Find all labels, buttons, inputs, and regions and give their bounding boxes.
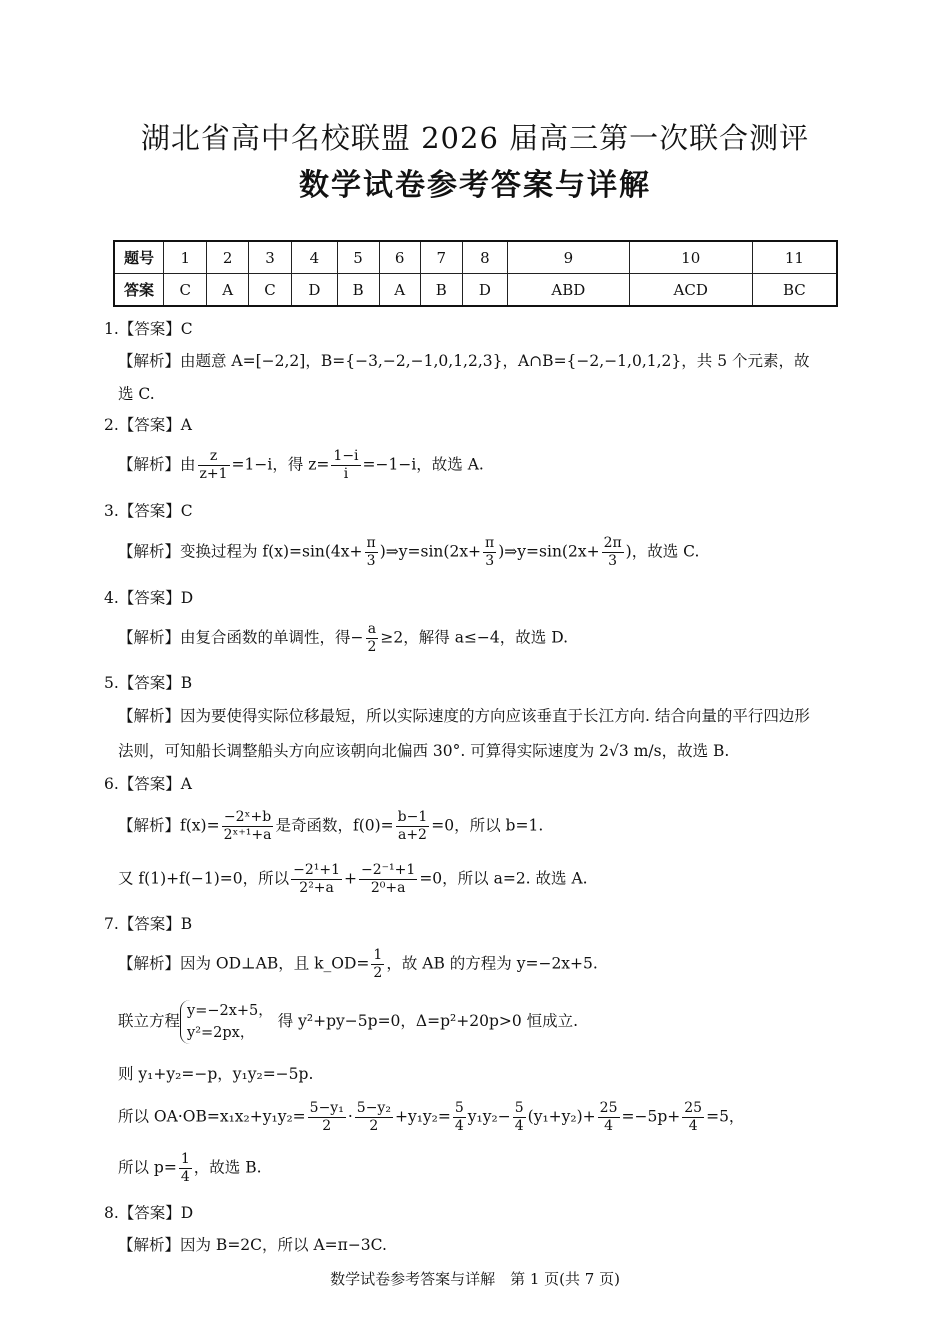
fraction bbox=[365, 535, 378, 570]
numerator: b−1 bbox=[397, 809, 428, 825]
fraction bbox=[291, 862, 342, 897]
text: )，故选 C. bbox=[625, 542, 700, 561]
text: =0，所以 a=2. 故选 A. bbox=[419, 869, 588, 888]
numerator: z bbox=[198, 448, 230, 466]
text: · bbox=[347, 1107, 353, 1126]
q6-answer-head: 6.【答案】A bbox=[104, 775, 192, 793]
text: )⇒y=sin(2x+ bbox=[498, 542, 600, 561]
q7-solution-line bbox=[118, 1100, 744, 1135]
fraction bbox=[359, 862, 417, 897]
q7-answer-head: 7.【答案】B bbox=[104, 915, 193, 933]
fraction bbox=[366, 621, 379, 656]
text: ≥2，解得 a≤−4，故选 D. bbox=[380, 628, 569, 647]
q8-solution-line: 【解析】因为 B=2C，所以 A=π−3C. bbox=[118, 1236, 387, 1254]
text: 【解析】f(x)= bbox=[118, 816, 220, 835]
q2-answer-head: 2.【答案】A bbox=[104, 416, 192, 434]
row-label-answer: 答案 bbox=[114, 274, 164, 307]
answer-cell: A bbox=[379, 274, 420, 307]
q2-solution-line bbox=[118, 448, 484, 483]
page-footer: 数学试卷参考答案与详解 第 1 页(共 7 页) bbox=[330, 1270, 620, 1288]
denominator: 2 bbox=[367, 639, 377, 655]
document-title: 湖北省高中名校联盟 2026 届高三第一次联合测评 bbox=[140, 121, 810, 155]
denominator: 4 bbox=[454, 1118, 464, 1134]
q6-solution-line bbox=[118, 809, 543, 844]
fraction bbox=[513, 1100, 526, 1135]
denominator: 4 bbox=[180, 1169, 190, 1185]
denominator: z+1 bbox=[199, 466, 228, 482]
text: + bbox=[344, 869, 358, 888]
q8-answer-head: 8.【答案】D bbox=[104, 1204, 194, 1222]
fraction bbox=[222, 809, 274, 844]
q3-solution-line bbox=[118, 535, 699, 570]
text: +y₁y₂= bbox=[394, 1107, 451, 1126]
numerator: −2⁻¹+1 bbox=[361, 862, 416, 878]
row-label-number: 题号 bbox=[114, 241, 164, 274]
fraction bbox=[483, 535, 496, 570]
equation: y=−2x+5， bbox=[187, 1003, 273, 1019]
q6-solution-line bbox=[118, 862, 588, 897]
fraction bbox=[331, 448, 360, 483]
text: =1−i，得 z= bbox=[231, 455, 330, 474]
text: 【解析】由 bbox=[118, 455, 196, 474]
answer-cell: ACD bbox=[629, 274, 752, 307]
text: 所以 p= bbox=[118, 1158, 177, 1177]
q4-answer-head: 4.【答案】D bbox=[104, 589, 194, 607]
q3-answer-head: 3.【答案】C bbox=[104, 502, 193, 520]
text: (y₁+y₂)+ bbox=[527, 1107, 596, 1126]
text: 【解析】变换过程为 f(x)=sin(4x+ bbox=[118, 542, 363, 561]
number-cell: 2 bbox=[207, 241, 248, 274]
answer-cell: D bbox=[462, 274, 507, 307]
number-cell: 7 bbox=[420, 241, 462, 274]
number-cell: 9 bbox=[508, 241, 630, 274]
answer-cell: ABD bbox=[508, 274, 630, 307]
answer-cell: BC bbox=[752, 274, 837, 307]
denominator: 3 bbox=[485, 553, 495, 569]
q7-solution-line bbox=[118, 1000, 578, 1044]
denominator: 4 bbox=[514, 1118, 524, 1134]
answer-cell: B bbox=[420, 274, 462, 307]
q7-solution-line bbox=[118, 1151, 262, 1186]
number-cell: 1 bbox=[164, 241, 207, 274]
denominator: 2 bbox=[369, 1118, 379, 1134]
text: y₁y₂− bbox=[467, 1107, 511, 1126]
numerator: 5−y₁ bbox=[309, 1100, 344, 1116]
numerator: π bbox=[485, 535, 495, 551]
answer-table-answer-row bbox=[114, 274, 837, 307]
fraction bbox=[453, 1100, 466, 1135]
numerator: 5 bbox=[454, 1100, 464, 1116]
text: 又 f(1)+f(−1)=0，所以 bbox=[118, 869, 290, 888]
fraction bbox=[598, 1100, 620, 1135]
fraction bbox=[198, 448, 230, 483]
answer-cell: C bbox=[248, 274, 291, 307]
text: 【解析】因为 OD⊥AB，且 k_OD= bbox=[118, 954, 370, 973]
text: )⇒y=sin(2x+ bbox=[379, 542, 482, 561]
q7-solution-line bbox=[118, 947, 598, 982]
text: 【解析】由复合函数的单调性，得− bbox=[118, 628, 364, 647]
text: 得 y²+py−5p=0，Δ=p²+20p>0 恒成立. bbox=[277, 1012, 579, 1030]
text: =0，所以 b=1. bbox=[431, 816, 544, 835]
number-cell: 11 bbox=[752, 241, 837, 274]
text: =−5p+ bbox=[621, 1107, 681, 1126]
numerator: π bbox=[366, 535, 376, 551]
text: =−1−i，故选 A. bbox=[362, 455, 484, 474]
fraction bbox=[308, 1100, 346, 1135]
denominator: 4 bbox=[688, 1118, 698, 1134]
answer-table bbox=[113, 240, 838, 307]
number-cell: 4 bbox=[292, 241, 337, 274]
text: ，故 AB 的方程为 y=−2x+5. bbox=[386, 954, 598, 973]
fraction bbox=[355, 1100, 393, 1135]
numerator: a bbox=[366, 621, 379, 639]
numerator: 1 bbox=[373, 947, 383, 963]
numerator: −2¹+1 bbox=[293, 862, 341, 878]
numerator: 1 bbox=[180, 1151, 190, 1167]
fraction bbox=[179, 1151, 192, 1186]
q4-solution-line bbox=[118, 621, 568, 656]
fraction bbox=[682, 1100, 704, 1135]
denominator: 4 bbox=[604, 1118, 614, 1134]
document-subtitle: 数学试卷参考答案与详解 bbox=[299, 168, 651, 203]
fraction bbox=[602, 535, 624, 570]
fraction bbox=[396, 809, 430, 844]
equation: y²=2px， bbox=[187, 1025, 255, 1041]
denominator: a+2 bbox=[397, 827, 427, 843]
q7-solution-line: 则 y₁+y₂=−p，y₁y₂=−5p. bbox=[118, 1065, 314, 1083]
equation-system bbox=[180, 1000, 273, 1044]
numerator: 5−y₂ bbox=[356, 1100, 391, 1116]
numerator: 25 bbox=[599, 1100, 618, 1116]
denominator: 3 bbox=[366, 553, 376, 569]
number-cell: 6 bbox=[379, 241, 420, 274]
numerator: 25 bbox=[684, 1100, 703, 1116]
number-cell: 10 bbox=[629, 241, 752, 274]
numerator: 1−i bbox=[333, 448, 359, 464]
number-cell: 5 bbox=[337, 241, 379, 274]
text: 所以 OA·OB=x₁x₂+y₁y₂= bbox=[118, 1107, 306, 1126]
denominator: 2 bbox=[373, 965, 383, 981]
denominator: 2 bbox=[322, 1118, 332, 1134]
answer-cell: D bbox=[292, 274, 337, 307]
text: 联立方程 bbox=[118, 1012, 181, 1030]
denominator: i bbox=[343, 466, 349, 482]
answer-cell: A bbox=[207, 274, 248, 307]
q1-solution-line: 选 C. bbox=[118, 385, 155, 403]
answer-cell: B bbox=[337, 274, 379, 307]
denominator: 2ˣ⁺¹+a bbox=[223, 827, 272, 843]
q5-solution-line: 法则，可知船长调整船头方向应该朝向北偏西 30°. 可算得实际速度为 2√3 m/s，故选 B. bbox=[118, 742, 730, 760]
q5-answer-head: 5.【答案】B bbox=[104, 674, 193, 692]
denominator: 2⁰+a bbox=[370, 880, 406, 896]
denominator: 3 bbox=[608, 553, 618, 569]
numerator: 5 bbox=[514, 1100, 524, 1116]
text: ，故选 B. bbox=[193, 1158, 262, 1177]
number-cell: 3 bbox=[248, 241, 291, 274]
fraction bbox=[371, 947, 384, 982]
denominator: 2²+a bbox=[299, 880, 334, 896]
text: 是奇函数，f(0)= bbox=[275, 816, 394, 835]
numerator: 2π bbox=[603, 535, 622, 551]
numerator: −2ˣ+b bbox=[222, 809, 274, 827]
answer-cell: C bbox=[164, 274, 207, 307]
answer-table-number-row bbox=[114, 241, 837, 274]
text: =5， bbox=[706, 1107, 745, 1126]
number-cell: 8 bbox=[462, 241, 507, 274]
q5-solution-line: 【解析】因为要使得实际位移最短，所以实际速度的方向应该垂直于长江方向. 结合向量的平行四边形 bbox=[118, 707, 810, 725]
q1-answer-head: 1.【答案】C bbox=[104, 320, 193, 338]
q1-solution-line: 【解析】由题意 A=[−2,2]，B={−3,−2,−1,0,1,2,3}，A∩B={−2,−1,0,1,2}，共 5 个元素，故 bbox=[118, 352, 810, 370]
